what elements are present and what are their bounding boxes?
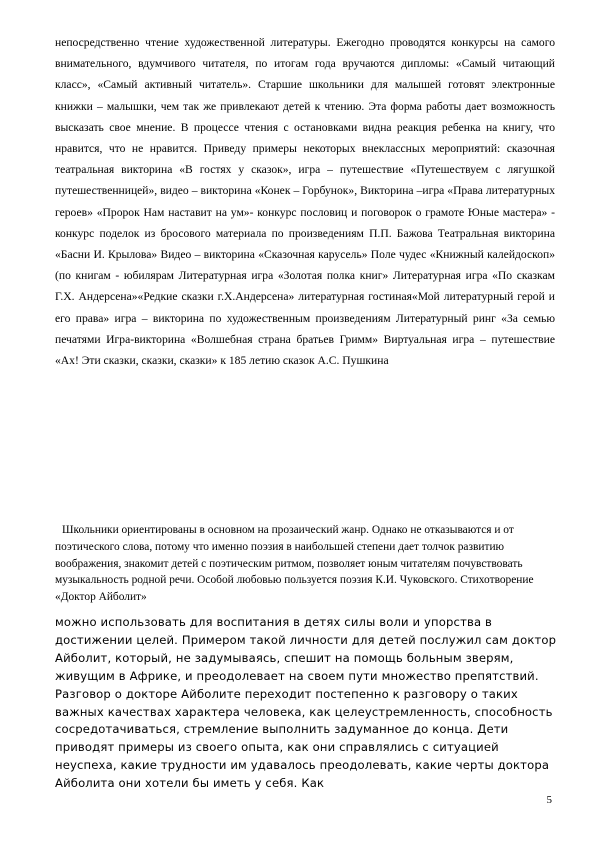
paragraph-doctor-aibolit: можно использовать для воспитания в детях силы воли и упорства в достижении целей. Примером такой личности для детей послужил сам доктор Айболит, который, не задумываясь, спешит на помощь больным зверям, живущим в Африке, и преодолевает на своем пути множество препятствий. Разговор о докторе Айболите переходит постепенно к разговору о таких важных качествах характера человека, как целеустремленность, способность сосредотачиваться, стремление выполнить задуманное до конца. Дети приводят примеры из своего опыта, как они справлялись с ситуацией неуспеха, какие трудности им удавалось преодолевать, какие черты доктора Айболита они хотели бы иметь у себя. Как [55,615,557,791]
paragraph-poetry-genre: Школьники ориентированы в основном на прозаический жанр. Однако не отказываются и от поэтического слова, потому что именно поэзия в наибольшей степени дает толчок развитию воображения, знакомит детей с поэтическим ритмом, позволяет юным читателям почувствовать музыкальность родной речи. Особой любовью пользуется поэзия К.И. Чуковского. Стихотворение «Доктор Айболит» [55,524,534,604]
paragraph-extracurricular-events: непосредственно чтение художественной литературы. Ежегодно проводятся конкурсы на самого внимательного, вдумчивого читателя, по итогам года вручаются дипломы: «Самый читающий класс», «Самый активный читатель». Старшие школьники для малышей готовят электронные книжки – малышки, чем так же привлекают детей к чтению. Эта форма работы дает возможность высказать свое мнение. В процессе чтения с остановками видна реакция ребенка на книгу, что нравится, что не нравится. Приведу примеры некоторых внеклассных мероприятий: сказочная театральная викторина «В гостях у сказок», игра – путешествие «Путешествуем с лягушкой путешественницей», видео – викторина «Конек – Горбунок», Викторина –игра «Права литературных героев» «Пророк Нам наставит на ум»- конкурс пословиц и поговорок о грамоте Юные мастера» - конкурс поделок из бросового материала по произведениям П.П. Бажова Театральная викторина «Басни И. Крылова» Видео – викторина «Сказочная карусель» Поле чудес «Книжный калейдоскоп» (по книгам - юбилярам Литературная игра «Золотая полка книг» Литературная игра «По сказкам Г.Х. Андерсена»«Редкие сказки г.Х.Андерсена» литературная гостиная«Мой литературный герой и его права» игра – викторина по художественным произведениям Литературный ринг «За семью печатями Игра-викторина «Волшебная страна братьев Гримм» Виртуальная игра – путешествие «Ах! Эти сказки, сказки, сказки» к 185 летию сказок А.С. Пушкина [55,36,555,368]
page-number: 5 [546,794,552,806]
